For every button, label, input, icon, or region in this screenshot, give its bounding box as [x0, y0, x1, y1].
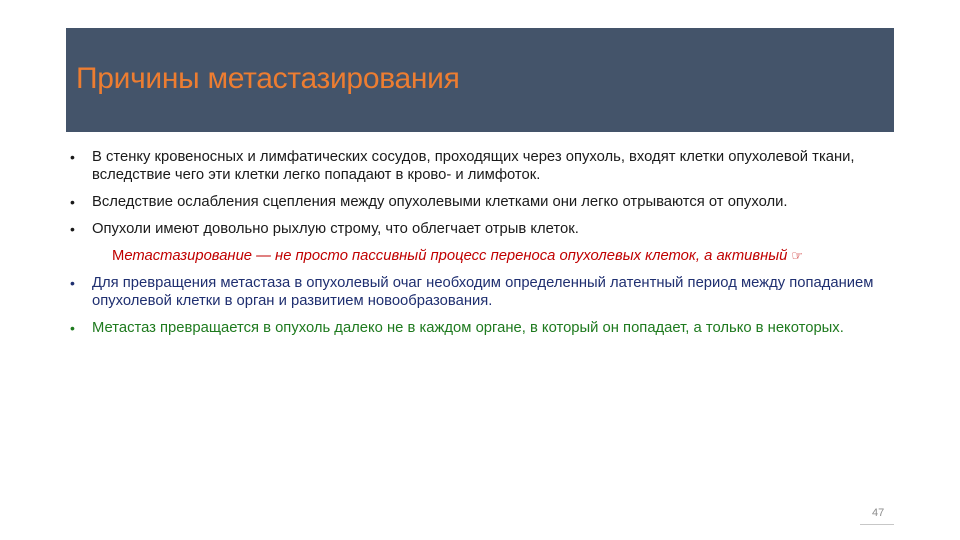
- title-bar: [66, 28, 894, 132]
- pointing-hand-icon: ☞: [791, 248, 804, 263]
- note-first-letter: М: [112, 248, 125, 264]
- slide-title: [76, 62, 460, 96]
- bullet-icon: •: [70, 194, 75, 210]
- bullet-item: [70, 319, 890, 337]
- bullet-icon: •: [70, 221, 75, 237]
- bullet-text: Метастаз превращается в опухоль далеко не в каждом органе, в который он попадает, а только в некоторых.: [92, 320, 844, 336]
- slide-title-part1: Причины: [76, 62, 208, 95]
- slide-title-part2: метастазирования: [207, 62, 460, 95]
- bullet-item: [70, 220, 890, 238]
- bullet-item: [70, 193, 890, 211]
- bullet-text: Вследствие ослабления сцепления между опухолевыми клетками они легко отрываются от опухоли.: [92, 194, 788, 210]
- bullet-icon: •: [70, 320, 75, 336]
- bullet-text: Для превращения метастаза в опухолевый очаг необходим определенный латентный период между попаданием опухолевой клетки в орган и развитием новообразования.: [92, 275, 874, 309]
- bullet-icon: •: [70, 149, 75, 165]
- page-number-rule: [860, 524, 894, 525]
- bullet-item: [70, 274, 890, 310]
- bullet-icon: •: [70, 275, 75, 291]
- bullet-item: [70, 148, 890, 184]
- slide-content: [70, 148, 890, 346]
- bullet-text: Опухоли имеют довольно рыхлую строму, что облегчает отрыв клеток.: [92, 221, 579, 237]
- bullet-text: В стенку кровеносных и лимфатических сосудов, проходящих через опухоль, входят клетки опухолевой ткани, вследствие чего эти клетки легко попадают в крово- и лимфоток.: [92, 149, 855, 183]
- page-number: 47: [872, 507, 885, 519]
- note-text: етастазирование — не просто пассивный процесс переноса опухолевых клеток, а активный: [124, 248, 788, 264]
- note-metastasis-active: [70, 247, 890, 265]
